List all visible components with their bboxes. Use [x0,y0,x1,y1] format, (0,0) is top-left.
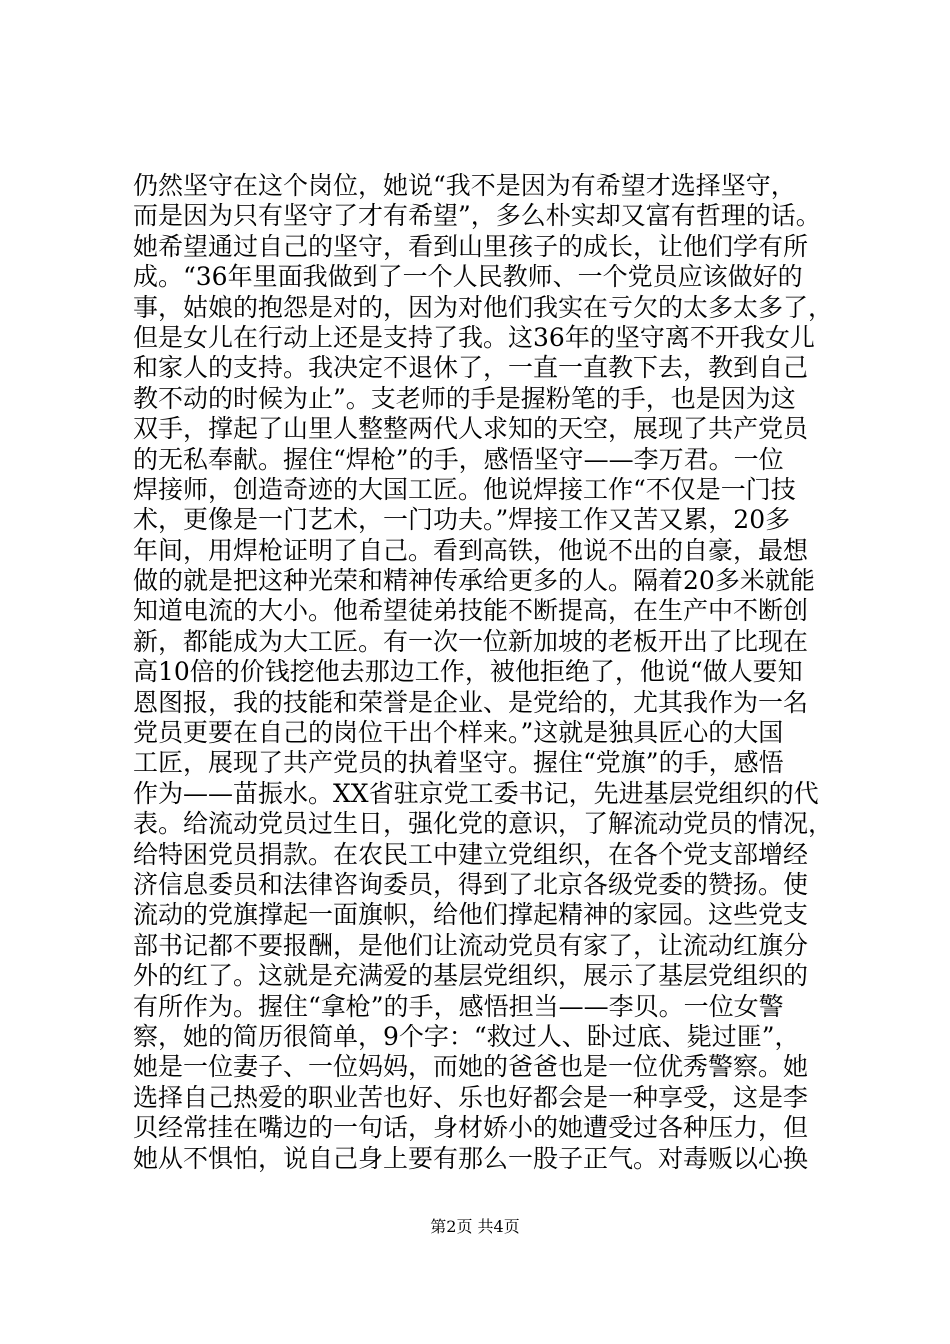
page-number: 第2页 共4页 [430,1217,520,1236]
text-line-18: 恩图报，我的技能和荣誉是企业、是党给的，尤其我作为一名 [133,687,809,717]
text-line-7: 和家人的支持。我决定不退休了，一直一直教下去，教到自己 [133,353,809,383]
text-line-10: 的无私奉献。握住“焊枪”的手，感悟坚守——李万君。一位 [133,444,784,474]
text-line-17: 高10倍的价钱挖他去那边工作，被他拒绝了，他说“做人要知 [133,657,803,687]
text-line-29: 察，她的简历很简单，9个字：“救过人、卧过底、毙过匪”， [133,1021,800,1051]
text-line-16: 新，都能成为大工匠。有一次一位新加坡的老板开出了比现在 [133,626,809,656]
text-line-2: 而是因为只有坚守了才有希望”，多么朴实却又富有哲理的话。 [133,201,821,231]
text-line-14: 做的就是把这种光荣和精神传承给更多的人。隔着20多米就能 [133,566,815,596]
text-line-1: 仍然坚守在这个岗位，她说“我不是因为有希望才选择坚守， [133,171,796,200]
text-line-25: 流动的党旗撑起一面旗帜，给他们撑起精神的家园。这些党支 [133,900,809,930]
body-text [133,171,853,1174]
text-line-24: 济信息委员和法律咨询委员，得到了北京各级党委的赞扬。使 [133,869,809,899]
page-footer [0,1214,950,1237]
text-line-8: 教不动的时候为止”。支老师的手是握粉笔的手，也是因为这 [133,383,796,413]
text-line-28: 有所作为。握住“拿枪”的手，感悟担当——李贝。一位女警 [133,991,784,1021]
text-line-30: 她是一位妻子、一位妈妈，而她的爸爸也是一位优秀警察。她 [133,1052,809,1082]
text-line-32: 贝经常挂在嘴边的一句话，身材娇小的她遭受过各种压力，但 [133,1113,809,1143]
text-line-33: 她从不惧怕，说自己身上要有那么一股子正气。对毒贩以心换 [133,1143,809,1173]
text-line-31: 选择自己热爱的职业苦也好、乐也好都会是一种享受，这是李 [133,1082,809,1112]
text-line-13: 年间，用焊枪证明了自己。看到高铁，他说不出的自豪，最想 [133,535,809,565]
text-line-21: 作为——苗振水。XX省驻京党工委书记，先进基层党组织的代 [133,778,819,808]
text-line-11: 焊接师，创造奇迹的大国工匠。他说焊接工作“不仅是一门技 [133,474,796,504]
text-line-9: 双手，撑起了山里人整整两代人求知的天空，展现了共产党员 [133,414,809,444]
text-line-12: 术，更像是一门艺术，一门功夫。”焊接工作又苦又累，20多 [133,505,791,535]
text-line-5: 事，姑娘的抱怨是对的，因为对他们我实在亏欠的太多太多了， [133,292,834,322]
text-line-15: 知道电流的大小。他希望徒弟技能不断提高，在生产中不断创 [133,596,809,626]
text-line-23: 给特困党员捐款。在农民工中建立党组织，在各个党支部增经 [133,839,809,869]
text-line-6: 但是女儿在行动上还是支持了我。这36年的坚守离不开我女儿 [133,322,815,352]
text-line-22: 表。给流动党员过生日，强化党的意识，了解流动党员的情况， [133,809,834,839]
text-line-26: 部书记都不要报酬，是他们让流动党员有家了，让流动红旗分 [133,930,809,960]
text-line-27: 外的红了。这就是充满爱的基层党组织，展示了基层党组织的 [133,961,809,991]
text-line-19: 党员更要在自己的岗位干出个样来。”这就是独具匠心的大国 [133,718,784,748]
text-line-20: 工匠，展现了共产党员的执着坚守。握住“党旗”的手，感悟 [133,748,784,778]
text-line-4: 成。“36年里面我做到了一个人民教师、一个党员应该做好的 [133,262,803,292]
text-line-3: 她希望通过自己的坚守，看到山里孩子的成长，让他们学有所 [133,231,809,261]
